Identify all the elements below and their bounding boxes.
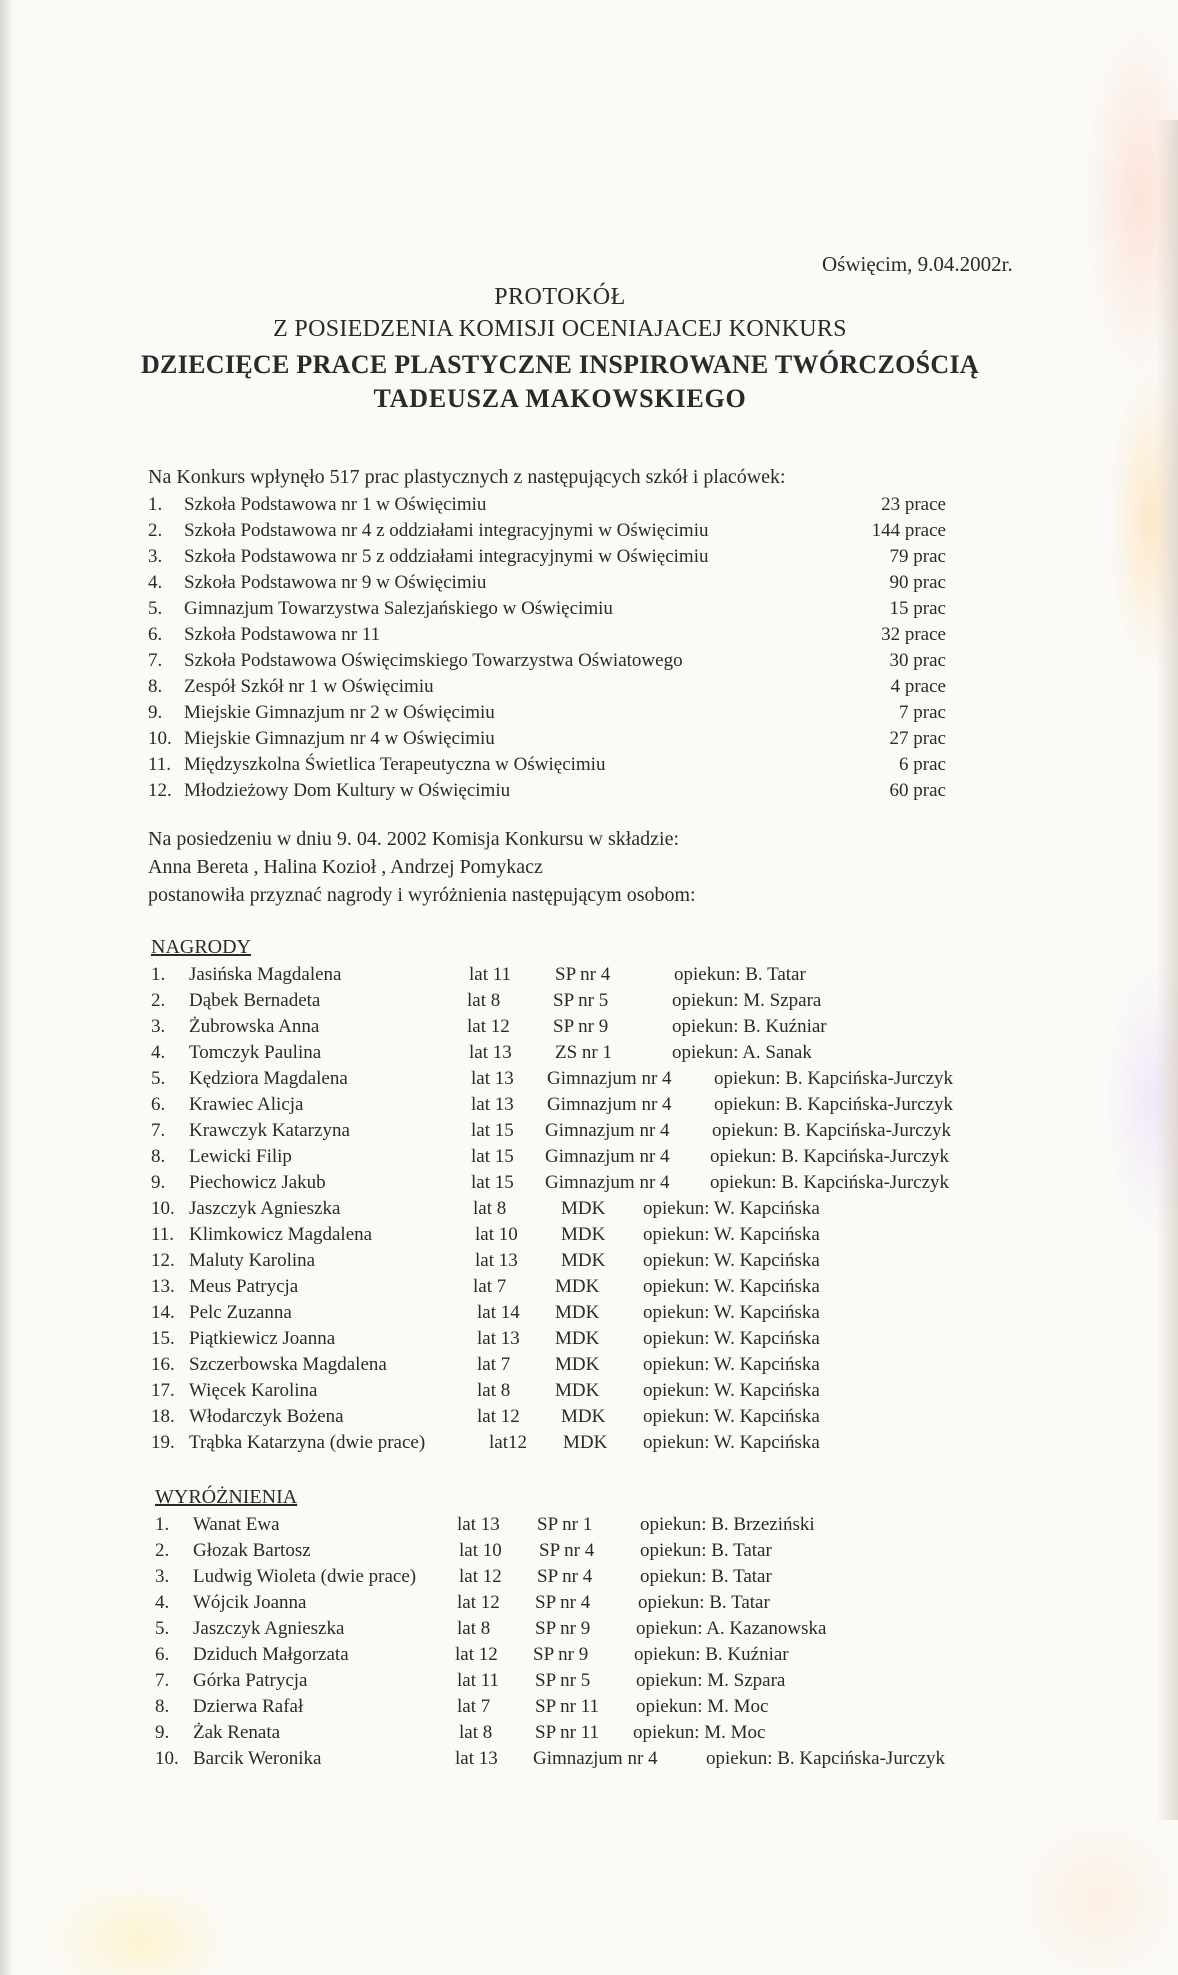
title-contest-patron: TADEUSZA MAKOWSKIEGO [373, 384, 747, 413]
participant-number: 9. [148, 702, 163, 723]
honor-school: SP nr 4 [537, 1566, 593, 1587]
award-opiekun: opiekun: B. Kapcińska-Jurczyk [714, 1068, 954, 1089]
award-name: Lewicki Filip [189, 1146, 292, 1167]
award-row [151, 1014, 1051, 1040]
page-edge-right [1156, 120, 1178, 1820]
participant-row [148, 700, 948, 726]
honor-row [155, 1668, 1055, 1694]
honor-name: Dziduch Małgorzata [193, 1644, 349, 1665]
award-number: 19. [151, 1432, 175, 1453]
participant-row [148, 622, 948, 648]
honor-school: SP nr 5 [535, 1670, 591, 1691]
participant-name: Szkoła Podstawowa nr 1 w Oświęcimiu [184, 494, 487, 515]
participant-count: 90 prac [889, 572, 946, 593]
committee-members: Anna Bereta , Halina Kozioł , Andrzej Pomykacz [148, 856, 543, 878]
participant-count: 30 prac [889, 650, 946, 671]
participant-count: 23 prace [881, 494, 946, 515]
award-age: lat 12 [467, 1016, 510, 1037]
honor-age: lat 12 [455, 1644, 498, 1665]
award-age: lat 13 [471, 1094, 514, 1115]
honor-school: SP nr 9 [535, 1618, 591, 1639]
participant-number: 7. [148, 650, 163, 671]
award-row [151, 988, 1051, 1014]
honor-opiekun: opiekun: A. Kazanowska [636, 1618, 827, 1639]
award-row [151, 1196, 1051, 1222]
award-opiekun: opiekun: B. Kapcińska-Jurczyk [712, 1120, 952, 1141]
award-school: MDK [561, 1224, 606, 1245]
award-school: MDK [561, 1250, 606, 1271]
participant-name: Zespół Szkół nr 1 w Oświęcimiu [184, 676, 434, 697]
honor-age: lat 11 [457, 1670, 500, 1691]
participant-name: Szkoła Podstawowa nr 11 [184, 624, 381, 645]
award-name: Piechowicz Jakub [189, 1172, 326, 1193]
award-number: 1. [151, 964, 166, 985]
award-number: 18. [151, 1406, 175, 1427]
award-row [151, 1248, 1051, 1274]
award-school: Gimnazjum nr 4 [545, 1172, 670, 1193]
award-age: lat 10 [475, 1224, 518, 1245]
award-row [151, 1066, 1051, 1092]
participant-row [148, 726, 948, 752]
honor-name: Górka Patrycja [193, 1670, 308, 1691]
award-age: lat 12 [477, 1406, 520, 1427]
award-row [151, 1430, 1051, 1456]
participant-row [148, 544, 948, 570]
award-row [151, 1352, 1051, 1378]
participant-name: Międzyszkolna Świetlica Terapeutyczna w Oświęcimiu [184, 754, 606, 775]
title-contest-name: DZIECIĘCE PRACE PLASTYCZNE INSPIROWANE TWÓRCZOŚCIĄ [140, 350, 979, 379]
participant-row [148, 778, 948, 804]
honor-name: Żak Renata [193, 1722, 281, 1743]
participant-row [148, 570, 948, 596]
participant-name: Szkoła Podstawowa nr 4 z oddziałami integracyjnymi w Oświęcimiu [184, 520, 709, 541]
participant-row [148, 596, 948, 622]
award-name: Kędziora Magdalena [189, 1068, 348, 1089]
participant-count: 7 prac [899, 702, 946, 723]
honor-school: SP nr 11 [535, 1696, 600, 1717]
award-number: 2. [151, 990, 166, 1011]
participant-row [148, 518, 948, 544]
participant-name: Szkoła Podstawowa nr 9 w Oświęcimiu [184, 572, 487, 593]
participant-number: 5. [148, 598, 163, 619]
award-number: 3. [151, 1016, 166, 1037]
award-name: Maluty Karolina [189, 1250, 316, 1271]
honor-age: lat 12 [457, 1592, 500, 1613]
honor-age: lat 8 [457, 1618, 491, 1639]
award-age: lat 13 [477, 1328, 520, 1349]
award-number: 11. [151, 1224, 175, 1245]
participant-name: Szkoła Podstawowa nr 5 z oddziałami integracyjnymi w Oświęcimiu [184, 546, 709, 567]
committee-decision: postanowiła przyznać nagrody i wyróżnienia następującym osobom: [148, 884, 696, 906]
participant-number: 3. [148, 546, 163, 567]
award-opiekun: opiekun: W. Kapcińska [643, 1198, 820, 1219]
award-opiekun: opiekun: W. Kapcińska [643, 1302, 820, 1323]
award-name: Meus Patrycja [189, 1276, 299, 1297]
honor-opiekun: opiekun: M. Moc [636, 1696, 769, 1717]
honor-row [155, 1746, 1055, 1772]
award-opiekun: opiekun: B. Kapcińska-Jurczyk [710, 1146, 950, 1167]
honor-school: SP nr 4 [535, 1592, 591, 1613]
honor-row [155, 1538, 1055, 1564]
award-opiekun: opiekun: B. Kapcińska-Jurczyk [714, 1094, 954, 1115]
award-age: lat 13 [475, 1250, 518, 1271]
participant-name: Miejskie Gimnazjum nr 2 w Oświęcimiu [184, 702, 495, 723]
award-school: MDK [561, 1406, 606, 1427]
award-number: 4. [151, 1042, 166, 1063]
award-name: Więcek Karolina [189, 1380, 318, 1401]
participant-row [148, 752, 948, 778]
participant-name: Miejskie Gimnazjum nr 4 w Oświęcimiu [184, 728, 495, 749]
award-age: lat 8 [477, 1380, 511, 1401]
award-school: SP nr 4 [555, 964, 611, 985]
award-age: lat 11 [469, 964, 512, 985]
honor-number: 3. [155, 1566, 170, 1587]
participant-name: Gimnazjum Towarzystwa Salezjańskiego w Oświęcimiu [184, 598, 613, 619]
award-school: Gimnazjum nr 4 [545, 1120, 670, 1141]
award-age: lat 15 [471, 1146, 514, 1167]
award-age: lat 8 [467, 990, 501, 1011]
participant-number: 6. [148, 624, 163, 645]
award-number: 16. [151, 1354, 175, 1375]
award-school: MDK [555, 1354, 600, 1375]
award-opiekun: opiekun: W. Kapcińska [643, 1380, 820, 1401]
award-name: Piątkiewicz Joanna [189, 1328, 336, 1349]
title-protokol: PROTOKÓŁ [494, 284, 626, 310]
award-row [151, 1274, 1051, 1300]
award-number: 15. [151, 1328, 175, 1349]
award-opiekun: opiekun: M. Szpara [672, 990, 822, 1011]
award-school: Gimnazjum nr 4 [547, 1094, 672, 1115]
award-row [151, 1326, 1051, 1352]
award-school: MDK [563, 1432, 608, 1453]
honor-school: SP nr 1 [537, 1514, 593, 1535]
honor-opiekun: opiekun: B. Kapcińska-Jurczyk [706, 1748, 946, 1769]
honor-number: 6. [155, 1644, 170, 1665]
award-opiekun: opiekun: W. Kapcińska [643, 1432, 820, 1453]
participant-row [148, 492, 948, 518]
award-school: Gimnazjum nr 4 [545, 1146, 670, 1167]
award-age: lat 7 [473, 1276, 507, 1297]
honor-number: 10. [155, 1748, 179, 1769]
award-name: Klimkowicz Magdalena [189, 1224, 373, 1245]
award-row [151, 1170, 1051, 1196]
participant-count: 27 prac [889, 728, 946, 749]
award-school: ZS nr 1 [555, 1042, 612, 1063]
award-name: Pelc Zuzanna [189, 1302, 292, 1323]
award-name: Żubrowska Anna [189, 1016, 320, 1037]
participant-count: 15 prac [889, 598, 946, 619]
honor-number: 1. [155, 1514, 170, 1535]
award-number: 8. [151, 1146, 166, 1167]
award-number: 7. [151, 1120, 166, 1141]
honor-row [155, 1590, 1055, 1616]
participant-number: 1. [148, 494, 163, 515]
participant-row [148, 648, 948, 674]
award-row [151, 1118, 1051, 1144]
honor-row [155, 1720, 1055, 1746]
award-name: Szczerbowska Magdalena [189, 1354, 387, 1375]
honor-age: lat 13 [455, 1748, 498, 1769]
honor-school: Gimnazjum nr 4 [533, 1748, 658, 1769]
honors-heading: WYRÓŻNIENIA [155, 1486, 298, 1508]
award-school: SP nr 9 [553, 1016, 609, 1037]
honor-name: Barcik Weronika [193, 1748, 322, 1769]
award-opiekun: opiekun: W. Kapcińska [643, 1354, 820, 1375]
participant-name: Szkoła Podstawowa Oświęcimskiego Towarzystwa Oświatowego [184, 650, 683, 671]
honor-opiekun: opiekun: B. Tatar [640, 1566, 772, 1587]
award-row [151, 1378, 1051, 1404]
participant-number: 12. [148, 780, 172, 801]
award-school: SP nr 5 [553, 990, 609, 1011]
award-opiekun: opiekun: W. Kapcińska [643, 1328, 820, 1349]
committee-line-1: Na posiedzeniu w dniu 9. 04. 2002 Komisja Konkursu w składzie: [148, 828, 680, 850]
honor-number: 7. [155, 1670, 170, 1691]
honor-age: lat 13 [457, 1514, 500, 1535]
honor-name: Głozak Bartosz [193, 1540, 311, 1561]
award-opiekun: opiekun: W. Kapcińska [643, 1276, 820, 1297]
honor-name: Ludwig Wioleta (dwie prace) [193, 1566, 417, 1587]
award-age: lat 7 [477, 1354, 511, 1375]
honor-name: Dzierwa Rafał [193, 1696, 304, 1717]
award-opiekun: opiekun: W. Kapcińska [643, 1224, 820, 1245]
award-number: 10. [151, 1198, 175, 1219]
honor-number: 8. [155, 1696, 170, 1717]
participant-count: 79 prac [889, 546, 946, 567]
honor-name: Jaszczyk Agnieszka [193, 1618, 345, 1639]
award-school: MDK [561, 1198, 606, 1219]
award-name: Jaszczyk Agnieszka [189, 1198, 341, 1219]
award-school: MDK [555, 1276, 600, 1297]
award-name: Krawiec Alicja [189, 1094, 304, 1115]
honor-number: 9. [155, 1722, 170, 1743]
honor-row [155, 1564, 1055, 1590]
honor-number: 4. [155, 1592, 170, 1613]
participant-count: 60 prac [889, 780, 946, 801]
award-opiekun: opiekun: W. Kapcińska [643, 1250, 820, 1271]
honor-row [155, 1694, 1055, 1720]
award-name: Włodarczyk Bożena [189, 1406, 344, 1427]
award-age: lat 15 [471, 1172, 514, 1193]
award-row [151, 1092, 1051, 1118]
participant-count: 4 prace [890, 676, 946, 697]
participant-number: 11. [148, 754, 172, 775]
award-school: Gimnazjum nr 4 [547, 1068, 672, 1089]
awards-heading: NAGRODY [151, 936, 251, 958]
award-age: lat 15 [471, 1120, 514, 1141]
honor-age: lat 10 [459, 1540, 502, 1561]
award-age: lat 8 [473, 1198, 507, 1219]
award-age: lat 13 [469, 1042, 512, 1063]
award-school: MDK [555, 1380, 600, 1401]
award-name: Jasińska Magdalena [189, 964, 342, 985]
honor-row [155, 1616, 1055, 1642]
award-number: 17. [151, 1380, 175, 1401]
award-age: lat12 [489, 1432, 527, 1453]
award-row [151, 1222, 1051, 1248]
honor-school: SP nr 4 [539, 1540, 595, 1561]
honor-age: lat 8 [459, 1722, 493, 1743]
award-number: 13. [151, 1276, 175, 1297]
award-number: 12. [151, 1250, 175, 1271]
award-name: Tomczyk Paulina [189, 1042, 322, 1063]
honor-row [155, 1642, 1055, 1668]
award-opiekun: opiekun: B. Tatar [674, 964, 806, 985]
participant-number: 8. [148, 676, 163, 697]
intro-paragraph: Na Konkurs wpłynęło 517 prac plastycznych z następujących szkół i placówek: [148, 466, 786, 488]
participant-number: 4. [148, 572, 163, 593]
participant-row [148, 674, 948, 700]
participant-count: 6 prac [899, 754, 946, 775]
award-opiekun: opiekun: B. Kapcińska-Jurczyk [710, 1172, 950, 1193]
award-name: Dąbek Bernadeta [189, 990, 321, 1011]
award-age: lat 13 [471, 1068, 514, 1089]
award-opiekun: opiekun: A. Sanak [672, 1042, 812, 1063]
award-opiekun: opiekun: B. Kuźniar [672, 1016, 827, 1037]
title-commission: Z POSIEDZENIA KOMISJI OCENIAJACEJ KONKURS [273, 316, 847, 342]
award-row [151, 962, 1051, 988]
honor-number: 5. [155, 1618, 170, 1639]
honor-school: SP nr 11 [535, 1722, 600, 1743]
honor-name: Wanat Ewa [193, 1514, 280, 1535]
award-school: MDK [555, 1328, 600, 1349]
award-row [151, 1404, 1051, 1430]
award-age: lat 14 [477, 1302, 520, 1323]
participant-number: 10. [148, 728, 172, 749]
participant-count: 144 prace [871, 520, 946, 541]
honor-school: SP nr 9 [533, 1644, 589, 1665]
award-row [151, 1040, 1051, 1066]
award-number: 9. [151, 1172, 166, 1193]
participant-name: Młodzieżowy Dom Kultury w Oświęcimiu [184, 780, 511, 801]
award-number: 14. [151, 1302, 175, 1323]
honor-opiekun: opiekun: B. Kuźniar [634, 1644, 789, 1665]
participant-count: 32 prace [881, 624, 946, 645]
participant-number: 2. [148, 520, 163, 541]
honor-number: 2. [155, 1540, 170, 1561]
honor-opiekun: opiekun: B. Brzeziński [640, 1514, 815, 1535]
award-school: MDK [555, 1302, 600, 1323]
award-number: 5. [151, 1068, 166, 1089]
honor-opiekun: opiekun: B. Tatar [640, 1540, 772, 1561]
honor-age: lat 12 [459, 1566, 502, 1587]
honor-opiekun: opiekun: M. Moc [633, 1722, 766, 1743]
honor-opiekun: opiekun: M. Szpara [636, 1670, 786, 1691]
document-date: Oświęcim, 9.04.2002r. [822, 252, 1013, 276]
honor-opiekun: opiekun: B. Tatar [638, 1592, 770, 1613]
award-row [151, 1144, 1051, 1170]
award-opiekun: opiekun: W. Kapcińska [643, 1406, 820, 1427]
award-name: Krawczyk Katarzyna [189, 1120, 350, 1141]
award-row [151, 1300, 1051, 1326]
honor-age: lat 7 [457, 1696, 491, 1717]
honor-row [155, 1512, 1055, 1538]
award-name: Trąbka Katarzyna (dwie prace) [189, 1432, 426, 1453]
honor-name: Wójcik Joanna [193, 1592, 307, 1613]
award-number: 6. [151, 1094, 166, 1115]
